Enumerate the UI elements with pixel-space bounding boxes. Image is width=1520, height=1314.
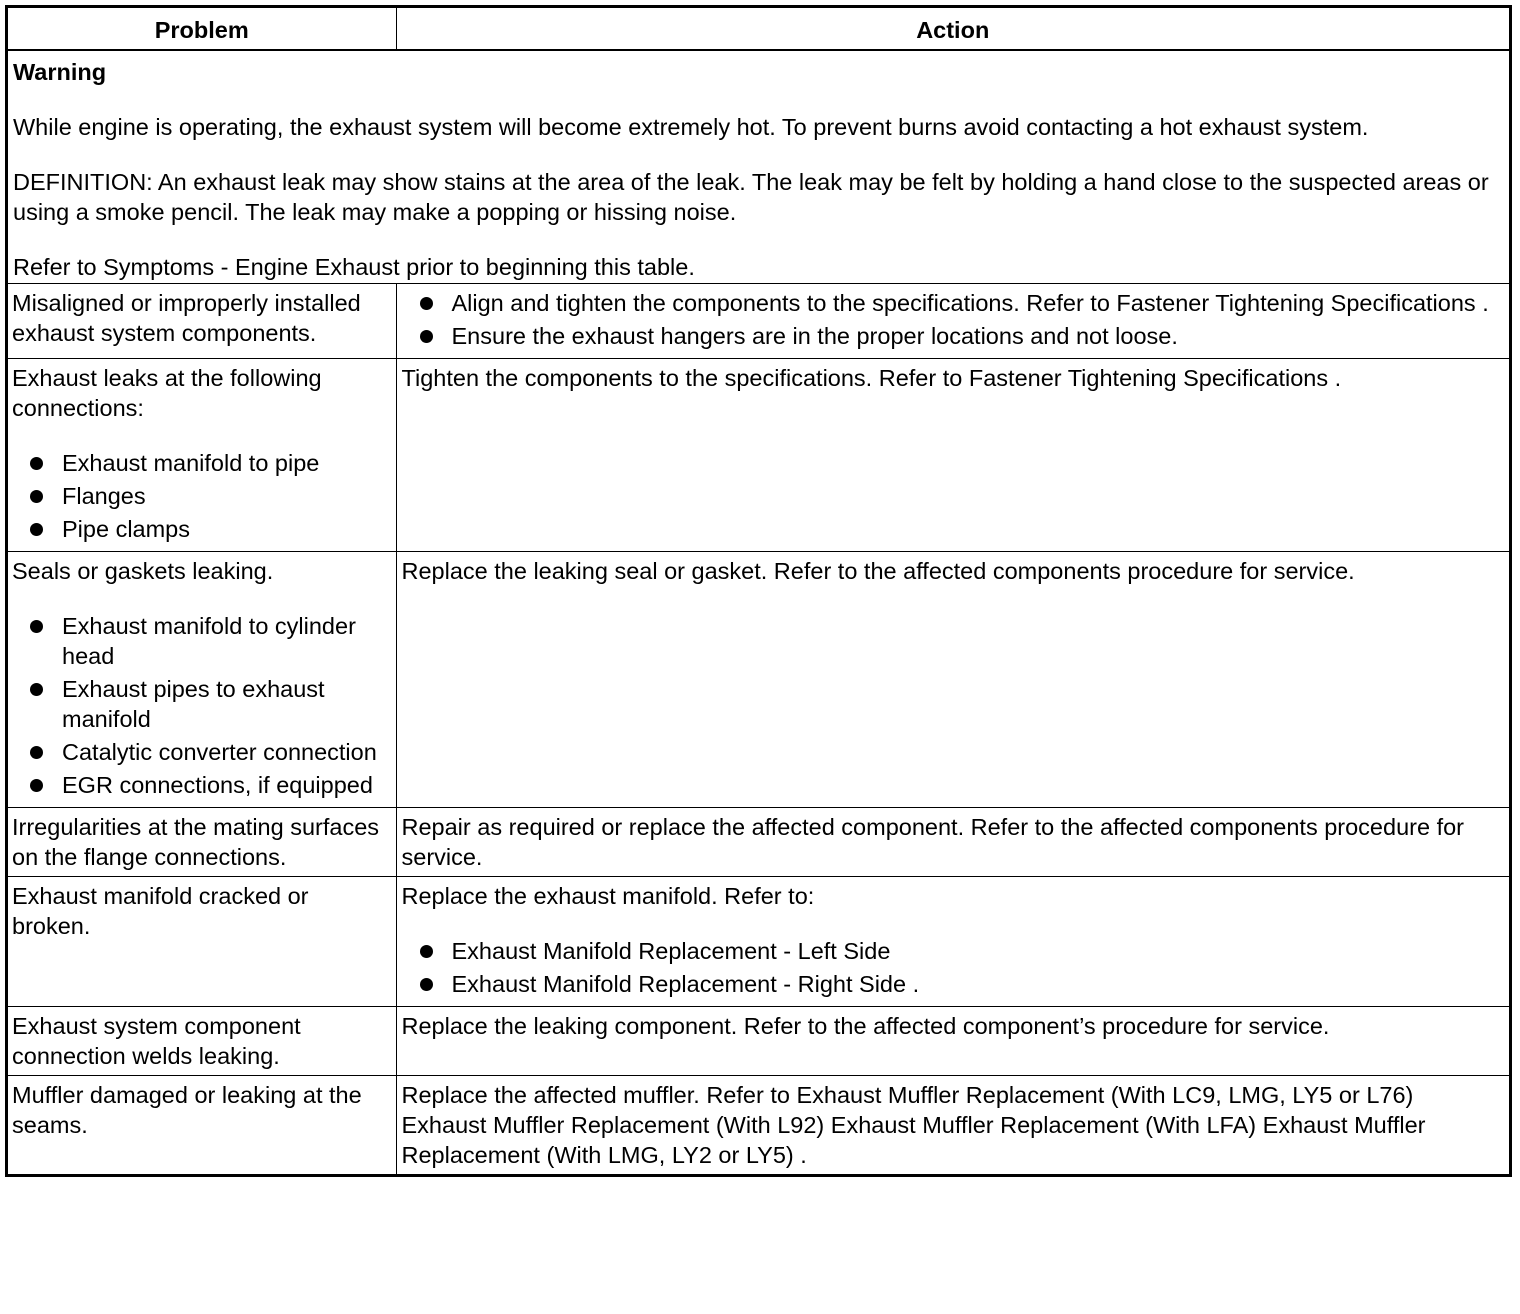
action-text: Replace the leaking seal or gasket. Refer to the affected components procedure for service.	[401, 558, 1355, 584]
problem-text: Exhaust system component connection welds leaking.	[12, 1013, 301, 1069]
table-row	[8, 284, 1509, 359]
problem-text: Exhaust leaks at the following connections:	[12, 365, 322, 421]
diagnostic-table-container	[5, 5, 1512, 1177]
action-bullet-text: Align and tighten the components to the specifications. Refer to Fastener Tightening Specifications .	[451, 290, 1489, 316]
list-item	[12, 737, 390, 767]
action-bullet-list	[402, 288, 1504, 351]
table-row	[8, 877, 1509, 1007]
bullet-icon	[420, 945, 433, 958]
list-item	[12, 514, 390, 544]
warning-text: While engine is operating, the exhaust system will become extremely hot. To prevent burns avoid contacting a hot exhaust system.	[13, 114, 1369, 140]
problem-text: Muffler damaged or leaking at the seams.	[12, 1082, 362, 1138]
bullet-icon	[30, 746, 43, 759]
table-row	[8, 1076, 1509, 1175]
table-row	[8, 1007, 1509, 1076]
list-item	[12, 448, 390, 478]
problem-text: Exhaust manifold cracked or broken.	[12, 883, 309, 939]
problem-cell	[8, 808, 396, 877]
action-cell	[396, 1007, 1509, 1076]
problem-bullet-text: EGR connections, if equipped	[62, 772, 373, 798]
problem-text: Seals or gaskets leaking.	[12, 558, 274, 584]
header-row	[8, 8, 1509, 50]
bullet-icon	[420, 297, 433, 310]
problem-cell	[8, 1076, 396, 1175]
bullet-icon	[30, 523, 43, 536]
table-row	[8, 808, 1509, 877]
problem-cell	[8, 1007, 396, 1076]
problem-bullet-text: Pipe clamps	[62, 516, 190, 542]
problem-column-header: Problem	[8, 8, 396, 50]
action-column-header: Action	[396, 8, 1509, 50]
problem-bullet-text: Exhaust manifold to pipe	[62, 450, 320, 476]
problem-text: Misaligned or improperly installed exhaust system components.	[12, 290, 361, 346]
action-cell	[396, 808, 1509, 877]
list-item	[402, 936, 1504, 966]
action-bullet-text: Ensure the exhaust hangers are in the proper locations and not loose.	[451, 323, 1178, 349]
action-cell	[396, 359, 1509, 552]
bullet-icon	[30, 683, 43, 696]
problem-cell	[8, 552, 396, 808]
bullet-icon	[30, 620, 43, 633]
refer-text: Refer to Symptoms - Engine Exhaust prior to beginning this table.	[13, 254, 695, 280]
action-bullet-text: Exhaust Manifold Replacement - Right Side .	[451, 971, 920, 997]
action-cell	[396, 552, 1509, 808]
list-item	[12, 770, 390, 800]
problem-cell	[8, 359, 396, 552]
problem-bullet-list	[12, 448, 390, 544]
action-bullet-list	[402, 936, 1504, 999]
action-cell	[396, 1076, 1509, 1175]
action-text: Replace the leaking component. Refer to the affected component’s procedure for service.	[401, 1013, 1330, 1039]
action-text: Tighten the components to the specifications. Refer to Fastener Tightening Specifications .	[401, 365, 1342, 391]
action-text: Replace the exhaust manifold. Refer to:	[401, 883, 815, 909]
bullet-icon	[30, 490, 43, 503]
table-row	[8, 359, 1509, 552]
action-cell	[396, 877, 1509, 1007]
problem-bullet-list	[12, 611, 390, 800]
problem-text: Irregularities at the mating surfaces on the flange connections.	[12, 814, 380, 870]
note-cell	[8, 50, 1509, 284]
problem-bullet-text: Exhaust pipes to exhaust manifold	[62, 676, 325, 732]
bullet-icon	[30, 457, 43, 470]
action-cell	[396, 284, 1509, 359]
table-row	[8, 552, 1509, 808]
action-text: Repair as required or replace the affected component. Refer to the affected components procedure for service.	[401, 814, 1464, 870]
problem-bullet-text: Catalytic converter connection	[62, 739, 377, 765]
list-item	[402, 969, 1504, 999]
bullet-icon	[420, 978, 433, 991]
bullet-icon	[30, 779, 43, 792]
list-item	[12, 674, 390, 734]
problem-cell	[8, 877, 396, 1007]
list-item	[402, 321, 1504, 351]
problem-cell	[8, 284, 396, 359]
bullet-icon	[420, 330, 433, 343]
list-item	[402, 288, 1504, 318]
warning-title: Warning	[13, 59, 107, 85]
action-text: Replace the affected muffler. Refer to Exhaust Muffler Replacement (With LC9, LMG, LY5 or L76) Exhaust Muffler Replacement (With L92) Exhaust Muffler Replacement (With LFA) Exhaust Muffler Replacement (With LMG, LY2 or LY5) .	[401, 1082, 1426, 1168]
problem-bullet-text: Flanges	[62, 483, 146, 509]
list-item	[12, 611, 390, 671]
action-bullet-text: Exhaust Manifold Replacement - Left Side	[451, 938, 891, 964]
problem-bullet-text: Exhaust manifold to cylinder head	[62, 613, 356, 669]
diagnostic-table	[8, 8, 1509, 1174]
definition-text: DEFINITION: An exhaust leak may show stains at the area of the leak. The leak may be felt by holding a hand close to the suspected areas or using a smoke pencil. The leak may make a popping or hissing noise.	[13, 169, 1489, 225]
note-row	[8, 50, 1509, 284]
list-item	[12, 481, 390, 511]
